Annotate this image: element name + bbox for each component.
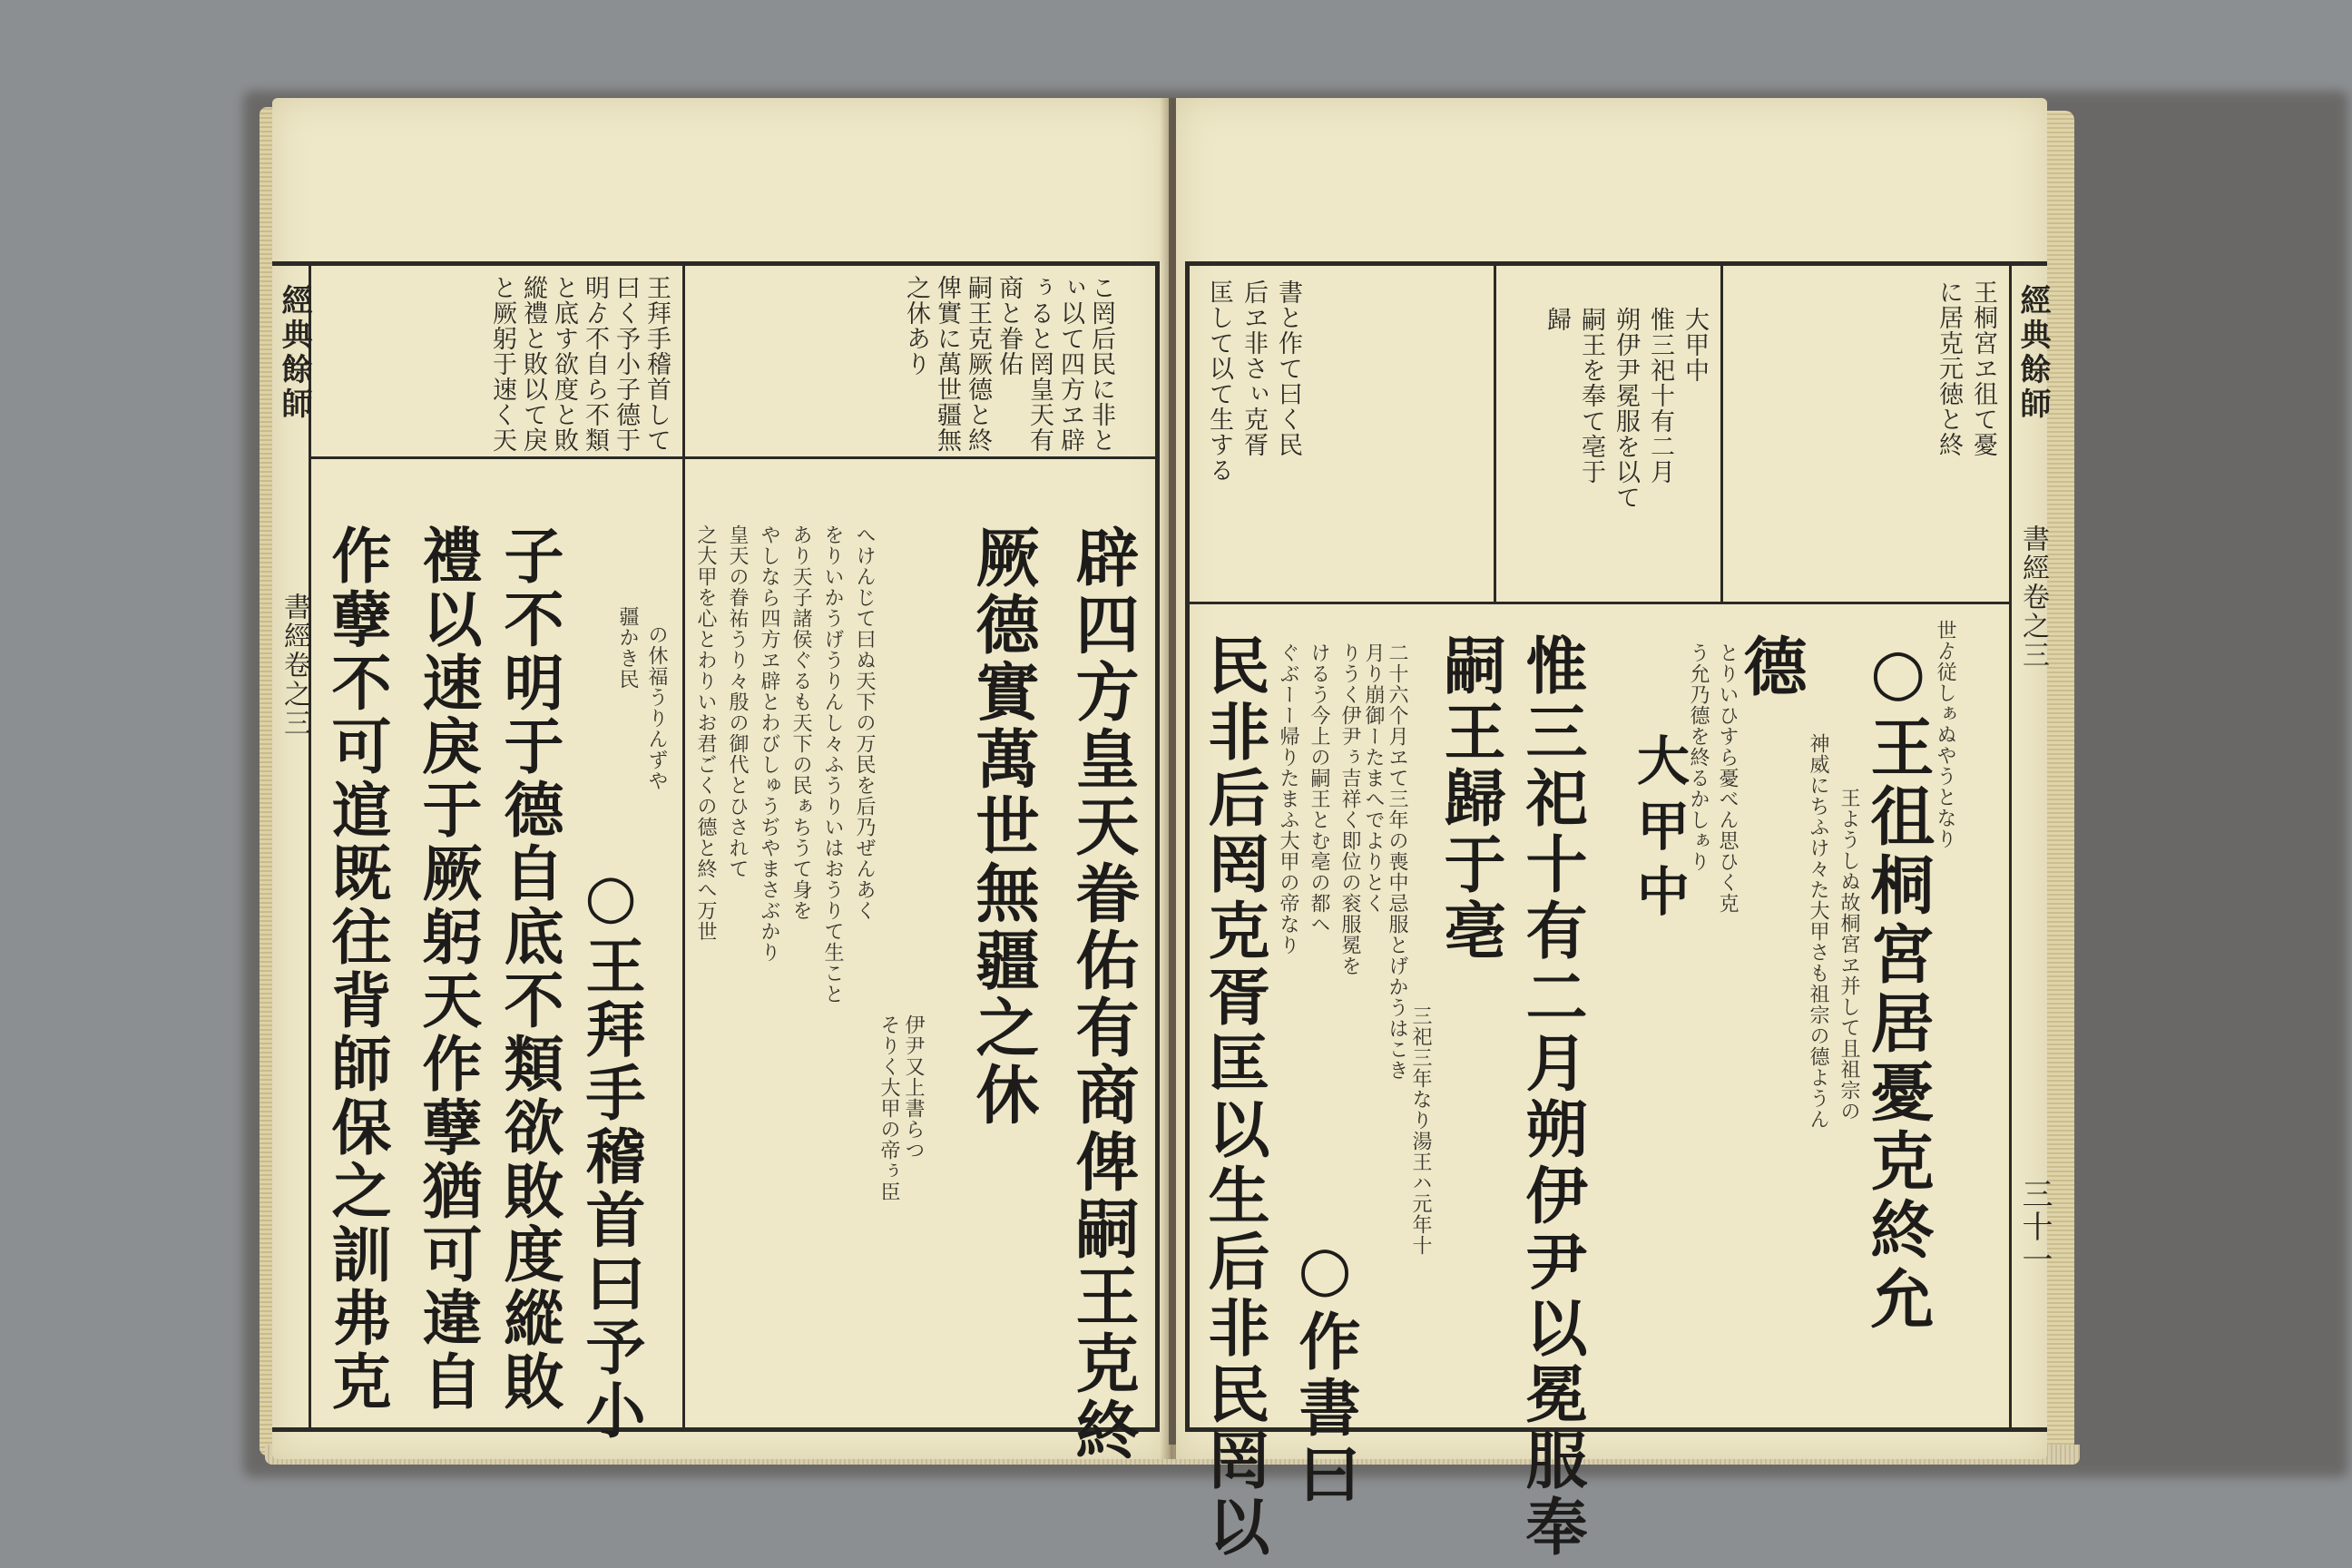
left-page — [272, 98, 1169, 1465]
main-text-column: 厥德實萬世無疆之休 — [965, 524, 1041, 1129]
gloss-column: けるう今上の嗣王とむ亳の都ヘ — [1308, 642, 1330, 935]
gloss-column: 之大甲を心とわりいお君ごくの德と終へ万世 — [694, 524, 717, 942]
section-heading: 大甲中 — [1628, 733, 1690, 929]
main-text-column: 嗣王歸于亳 — [1434, 633, 1506, 965]
top-note: ぅると罔皇天有 — [1025, 275, 1054, 453]
gloss-column: 伊尹又上書らつ — [902, 1014, 925, 1161]
main-text-column: 德 — [1733, 633, 1808, 702]
gloss-column: 疆かき民 — [616, 606, 639, 690]
top-note: 匡して以て生する — [1205, 279, 1233, 483]
gloss-column: 三祀三年なり湯王ハ元年十 — [1409, 1005, 1432, 1256]
main-text-column: 惟三祀十有二月朔伊尹以冕服奉 — [1515, 633, 1588, 1561]
main-text-column: ○王徂桐宮居憂克終允 — [1860, 633, 1936, 1335]
main-text-column: ○王拜手稽首曰予小 — [575, 860, 646, 1443]
right-page — [1176, 98, 2053, 1561]
gloss-column: ぐぶーー帰りたまふ大甲の帝なり — [1277, 642, 1299, 956]
gloss-column: 皇天の眷祐うり々殷の御代とひされて — [726, 524, 749, 879]
top-note: 王桐宮ヱ徂て憂 — [1969, 279, 1997, 457]
gloss-column: そりく大甲の帝ぅ臣 — [877, 1014, 900, 1202]
gloss-column: へけんじて曰ぬ天下の万民を后乃ぜんあく — [853, 524, 876, 921]
top-note: 歸 — [1543, 307, 1571, 332]
main-text-column: 民非后罔克胥匡以生后非民罔以 — [1198, 633, 1270, 1561]
gloss-column: 王ようしぬ故桐宮ヱ并して且祖宗の — [1838, 788, 1860, 1122]
top-note: 明ゟ不自ら不類 — [581, 275, 609, 453]
gloss-column: やしなら四方ヱ辟とわびしゅうぢやまさぶかり — [758, 524, 780, 963]
top-note: 朔伊尹冕服を以て — [1612, 307, 1640, 510]
gloss-column: う允乃德を終るかしぁり — [1687, 642, 1710, 872]
top-note: ぃ以て四方ヱ辟 — [1056, 275, 1084, 453]
gloss-column: あり天子諸侯ぐるも天下の民ぁちうて身を — [789, 524, 812, 921]
gloss-column: りうく伊尹ぅ吉祥く即位の衮服冕を — [1338, 642, 1361, 976]
margin-rule — [2009, 261, 2012, 1432]
folio-number: 三十一 — [2016, 1178, 2053, 1276]
top-note: 嗣王克厥德と終 — [964, 275, 992, 453]
gloss-column: 世ゟ従しぁぬやうとなり — [1934, 620, 1956, 849]
gloss-column: 二十六个月ヱて三年の喪中忌服とげかうはこき — [1386, 642, 1408, 1081]
gloss-column: 月り崩御ーたまへでよりとく — [1362, 642, 1385, 914]
right-margin-volume: 書經卷之三 — [2017, 524, 2049, 670]
top-note: こ罔后民に非と — [1087, 275, 1115, 453]
top-note: と厥躬于速く天 — [488, 275, 516, 453]
margin-rule — [309, 261, 311, 1432]
top-note: に居克元徳と終 — [1935, 279, 1963, 457]
left-margin-title: 經典餘師 — [276, 284, 312, 422]
top-note: と底す欲度と敗 — [550, 275, 578, 453]
main-text-column: 辟四方皇天眷佑有商俾嗣王克終 — [1065, 524, 1141, 1465]
top-note: 之休あり — [902, 275, 930, 377]
header-band-rule — [1185, 602, 2009, 604]
top-note: 俾實に萬世疆無 — [933, 275, 961, 453]
top-note: 縱禮と敗以て戾 — [519, 275, 547, 453]
top-note: 書と作て曰く民 — [1274, 279, 1302, 457]
left-margin-volume: 書經卷之三 — [279, 593, 310, 738]
gloss-column: とりいひすら憂べん思ひく克 — [1716, 642, 1739, 914]
top-note: 曰く予小子德于 — [612, 275, 640, 453]
main-text-column: 作孽不可逭既往背師保之訓弗克 — [321, 524, 392, 1414]
header-band-rule — [309, 456, 1160, 459]
top-note: 大甲中 — [1681, 307, 1709, 383]
right-margin-title: 經典餘師 — [2014, 284, 2051, 422]
gloss-column: 神威にちふけ々た大甲さも祖宗の德ようん — [1807, 733, 1829, 1130]
gloss-column: をりいかうげうりんし々ふうりいはおうりて生こと — [821, 524, 844, 1004]
header-divider — [1494, 261, 1496, 602]
main-text-column: 子不明于德自底不類欲敗度縱敗 — [494, 524, 564, 1414]
top-note: 嗣王を奉て亳于 — [1577, 307, 1605, 485]
main-text-column: ○作書曰 — [1289, 1232, 1361, 1508]
top-note: 惟三祀十有二月 — [1646, 307, 1674, 485]
inner-column-rule — [682, 261, 685, 1432]
main-text-column: 禮以速戾于厥躬天作孽猶可違自 — [412, 524, 483, 1414]
top-note: 后ヱ非さぃ克胥 — [1240, 279, 1268, 457]
header-divider — [1720, 261, 1723, 602]
top-note: 商と眷佑 — [995, 275, 1023, 377]
gloss-column: の休福うりんずや — [645, 624, 668, 791]
top-note: 王拜手稽首して — [642, 275, 671, 453]
